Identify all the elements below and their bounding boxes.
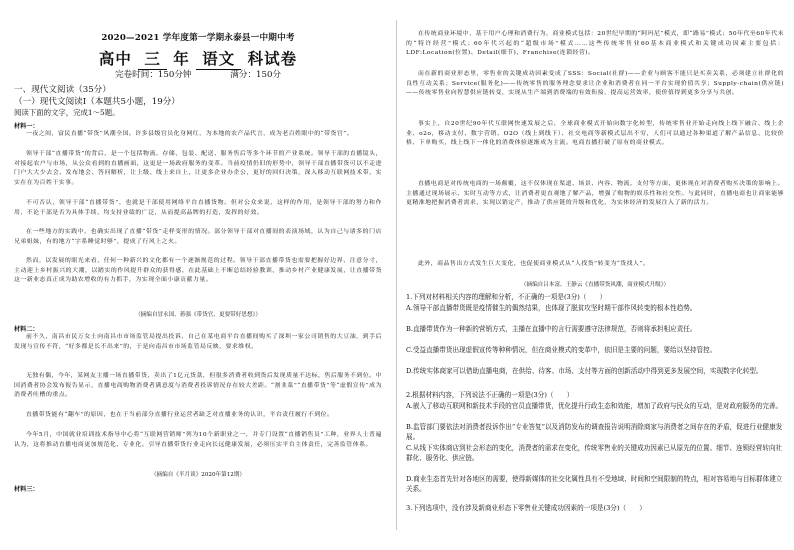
paragraph: 领导干部“直播带货”的背后，是一个包括物流、存储、包装、配送、服务售后等多个环节的产业系统。领导干部的直播镜头，对接起农户与市场，从公众看到的直播画面，这更是一场政府服务的变革。当前疫情仍旧的形势中，领导干部直播带货可以不走进门户大大少去会、发布地会、答问解析，让上级、线上来自上，让更多企业办企公，更好的回归决策，深入移动互联网技术带，实实在在为百姓干实事。 [14, 151, 382, 186]
option-a: A.嵌入了移动互联网和新技术手段的官员直播带货，优化提升行政生态和效能，增加了政府与民众的互动，是对政府服务的完善。 [406, 402, 783, 410]
column-divider [396, 20, 397, 530]
option-b: B.监管部门要依法对消费者投诉作出“专业答复”以及消防发布的调查报告说明消除商家与消费者之间存在的矛盾，促进行业健康发展。 [406, 423, 783, 442]
option-b: B.直播带货作为一种新的营销方式，主播在直播中的言行需要遵守法律规范，否则将承担相应责任。 [406, 325, 697, 333]
source-note: （摘编自冒永国、蒋强《带货官，更要带好思想》） [135, 312, 261, 318]
option-c: C.从线下实体商店到社会形态的变化，消费者的需求在变化，传统零售业的关键成功因素已从原先的位置、细节、连锁经营转向社群化、服务化、供应链。 [406, 444, 783, 463]
paragraph: 今年5月，中国就业培训技术指导中心将“互联网营销师”列为10个新职业之一，并专门设置“直播销售员”工种，业界人士普遍认为，这将推动直播电商更加规范化、专业化。引导直播带货行业走向长远健康发展，必须压实平台主体责任，完善监管体系。 [14, 432, 382, 448]
material2-label: 材料二： [14, 326, 39, 333]
instruction: 阅读下面的文字，完成1～5题。 [14, 108, 120, 117]
paragraph: 在传统商业环境中，基于用户心理和消费行为，商业模式包括：20世纪早期的“阿玛尼”模式，即“路易”模式；50年代至60年代末的“特许经营”模式；60年代兴起的“超级市场”模式……这些传统零售业60基本商业模式和关键成功因素主要包括：LDF:Location(位置)、Detail(细节)、Franchise(连锁经营)。 [406, 31, 784, 57]
option-c: C.受益直播带货出现虚假宣传等种种情况，但在商业模式的变革中，依旧是主要的问题，要给以坚持管控。 [406, 346, 717, 354]
paragraph: 此外，商品售出方式发生巨大变化，也促使商业模式从“人找货”转变为“货找人”。 [418, 261, 650, 267]
paragraph: 一夜之间，富民直播“带货”风潮全国。许多县级官员化身网红，为本地的农产品代言，成为老百姓眼中的“带货官”。 [26, 131, 354, 137]
option-d: D.传统实体商家可以借助直播电商，在供给、待客、市场、支付等方面的创新活动中得到更多发展空间，实现数字化转型。 [406, 367, 763, 375]
time-label: 完卷时间：150分钟 [114, 70, 192, 80]
subsection-heading: （一）现代文阅读Ⅰ（本题共5小题，19分） [14, 97, 180, 107]
exam-title: 2020—2021 学年度第一学期永泰县一中期中考 [101, 33, 295, 43]
paragraph: 而在新的商业形态里，零售业的关键成功因素变成了SSS：Social(社群)——企业与顾客不能只是买卖关系，必须建立社群化的良性互动关系；Service(服务化)——传统零售的服务理念要求让企业和消费者在同一平台实现价值共享；Supply-chain(供应链)——传统零售业向智慧供应链转变，实现从生产端到消费端的有效衔接，提高运营效率，使价值得到更多分享与共创。 [406, 71, 784, 97]
question-1: 1.下列对材料相关内容的理解和分析，不正确的一项是(3分)（ ） [406, 293, 607, 301]
right-column [406, 0, 786, 550]
material3-label: 材料三： [14, 486, 39, 493]
paragraph: 无独有偶，今年，某网友主播一场直播带货，卖出了1亿元货款，但很多消费者收到货后发现质量不达标，售后服务不到位。中国消费者协会发布报告显示，直播电商购物消费者满意度与消费者投诉情况存在较大差距。“割韭菜”“直播带货”等“虚假宣传”成为消费者吐槽的重点。 [14, 373, 382, 399]
left-column [12, 0, 384, 550]
paragraph: 然而，以发展的眼光来看，任何一种新兴的文化都有一个逐渐规范的过程。领导干部直播带货也需要把握好边界、注意分寸，主动迎上乡村振兴的大潮，以踏实的作风提升群众的获得感，在此基础上不断总结经验教训，推动乡村产业健康发展，让直播带货这一新业态真正成为助农增收的有力抓手，为实现全面小康贡献力量。 [14, 258, 382, 284]
paragraph: 事实上，自20世纪90年代互联网快速发展之后，全球商业模式开始向数字化转型，传统零售业开始走向线上线下融合、线上企业、o2o，移动支付、数字营销、O2O（线上到线下）、社交电商等新模式层出不穷，人们可以通过各种渠道了解产品信息、比较价格、下单购买，线上线下一体化的消费体验逐渐成为主流。电商直播打破了原有的商业模式。 [406, 121, 784, 147]
question-2: 2.根据材料内容，下列说法不正确的一项是(3分)（ ） [406, 391, 574, 399]
title-subject: 语文 [196, 47, 241, 70]
paragraph: 直播电商是对传统电商的一场颠覆，这不仅体现在渠道、场景、内容、物流、支付等方面，更体现在对消费者购买决策的影响上。主播通过现场展示、实时互动等方式，让消费者更直观地了解产品，增强了购物的娱乐性和社交性。与此同时，直播电商也让商家能够更精准地把握消费者需求，实现以销定产，推动了供应链的升级和优化，为实体经济的发展注入了新的活力。 [406, 181, 784, 207]
paragraph: 不可否认，领导干部“直播带货”，也就是干部使用网络平台直播货物。但对公众来说，这样的作用，是领导干部的努力和作用，不论干部是否为具体手续，均支持业绩的广泛，从而提高品牌的打造，发挥的好效。 [14, 200, 382, 216]
title-num: 三 [138, 47, 167, 70]
source-note: （摘编自《半月谈》2020年第12期） [150, 472, 246, 478]
title-suffix: 科试卷 [247, 49, 298, 68]
time-line [12, 68, 384, 80]
option-a: A.领导干部直播带货既是疫情催生的偶然结果，也体现了脱贫攻坚时期干部作风转变的根本性趋势。 [406, 304, 697, 312]
option-d: D.商业生态首先针对各地区的需要，使得新媒体的社交化属性具有不受地域、时间和空间限制的特点，相对容易地与目标群体建立关系。 [406, 475, 783, 494]
paragraph: 前不久，南昌市民万女士向南昌市市场监管局提出投诉，自己在某电商平台直播间购买了深圳一家公司销售的大豆油，到手后发现与宣传不符，“好多都是长不出来”的，于是向南昌市市场监管局反映，要求维权。 [14, 334, 382, 350]
paragraph: 在一些地方的实践中，也确实出现了直播“带货”走样变形的情况。部分领导干部对直播间的表演场域，认为自己与诸多的门店兄弟姐妹，有的地方“字系睡觉时够”，提成了行风上之火。 [14, 229, 382, 245]
section-heading: 一、现代文阅读（35分） [14, 85, 111, 95]
paper-title [12, 47, 384, 70]
title-grade: 高中 [98, 49, 132, 68]
material1-label: 材料一： [14, 123, 39, 130]
question-3: 3.下列选项中，没有涉及新商业形态下零售业关键成功因素的一项是(3分)（ ） [406, 504, 646, 512]
score-label: 满分：150分 [230, 70, 282, 80]
title-year: 年 [173, 49, 190, 68]
paragraph: 直播带货能有“翻车”的原因，也在于当前部分直播行业运营者缺乏对直播业务的认识，平台责任履行不到位。 [26, 412, 334, 418]
source-note: （摘编自吕本富、王静云《直播带货风潮，商业模式升级》） [520, 282, 670, 288]
